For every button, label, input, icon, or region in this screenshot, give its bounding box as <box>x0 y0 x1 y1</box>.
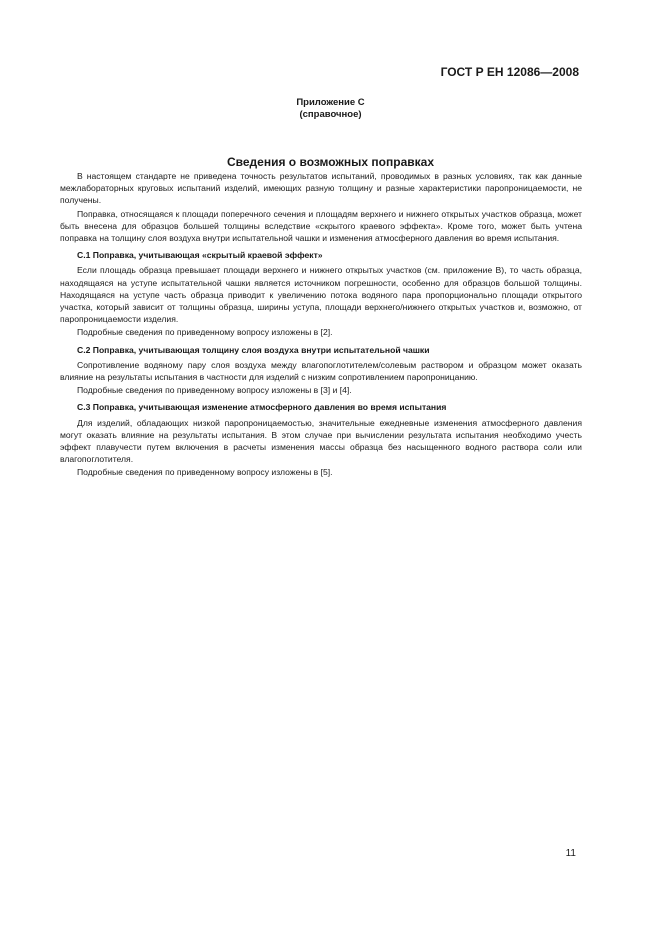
section-c3-paragraph: Подробные сведения по приведенному вопросу изложены в [5]. <box>77 467 333 478</box>
section-c1-paragraph: Если площадь образца превышает площади верхнего и нижнего открытых участков (см. приложение В), то часть образца, находящаяся на уступе испытательной чашки является источником погрешности, особенно для образцов большой толщины. Находящаяся на уступе часть образца приводит к увеличению потока водяного пара пропорционально площади открытого участка, который зависит от толщины образца, ширины уступа, площади верхнего/нижнего открытых участков и, возможно, от паропроницаемости изделия. <box>60 265 582 325</box>
intro-paragraph: Поправка, относящаяся к площади поперечного сечения и площадям верхнего и нижнего открытых участков образца, может быть внесена для образцов большей толщины вследствие «скрытого краевого эффекта». Кроме того, может быть учтена поправка на толщину слоя воздуха внутри испытательной чашки и изменения атмосферного давления во время испытания. <box>60 208 582 244</box>
page-title: Сведения о возможных поправках <box>227 155 434 169</box>
intro-paragraph: В настоящем стандарте не приведена точность результатов испытаний, проводимых в разных условиях, так как данные межлабораторных круговых испытаний изделий, имеющих разную толщину и разные характеристики паропроницаемости, не получены. <box>60 171 582 206</box>
section-c2-paragraph: Сопротивление водяному пару слоя воздуха между влагопоглотителем/солевым раствором и образцом может оказать влияние на результаты испытания в частности для изделий с низким сопротивлением паропроницанию. <box>60 359 582 383</box>
document-body <box>60 170 582 479</box>
section-c3-paragraph: Для изделий, обладающих низкой паропроницаемостью, значительные ежедневные изменения атмосферного давления могут оказать влияние на результаты испытания. В этом случае при вычислении результата испытания необходимо учесть эффект плавучести путем включения в расчеты изменения массы образца без насыщенного водного раствора соли или влагопоглотителя. <box>60 417 582 465</box>
annex-heading <box>0 97 661 121</box>
section-heading-c2: С.2 Поправка, учитывающая толщину слоя воздуха внутри испытательной чашки <box>77 344 430 355</box>
section-c2-paragraph: Подробные сведения по приведенному вопросу изложены в [3] и [4]. <box>77 385 352 396</box>
section-heading-c1: С.1 Поправка, учитывающая «скрытый краевой эффект» <box>77 250 323 261</box>
section-c1-paragraph: Подробные сведения по приведенному вопросу изложены в [2]. <box>77 327 333 338</box>
annex-status: (справочное) <box>299 109 362 120</box>
annex-label: Приложение С <box>296 97 365 108</box>
document-id: ГОСТ Р ЕН 12086—2008 <box>440 65 579 79</box>
page-number: 11 <box>565 848 576 859</box>
section-heading-c3: С.3 Поправка, учитывающая изменение атмосферного давления во время испытания <box>77 402 447 413</box>
